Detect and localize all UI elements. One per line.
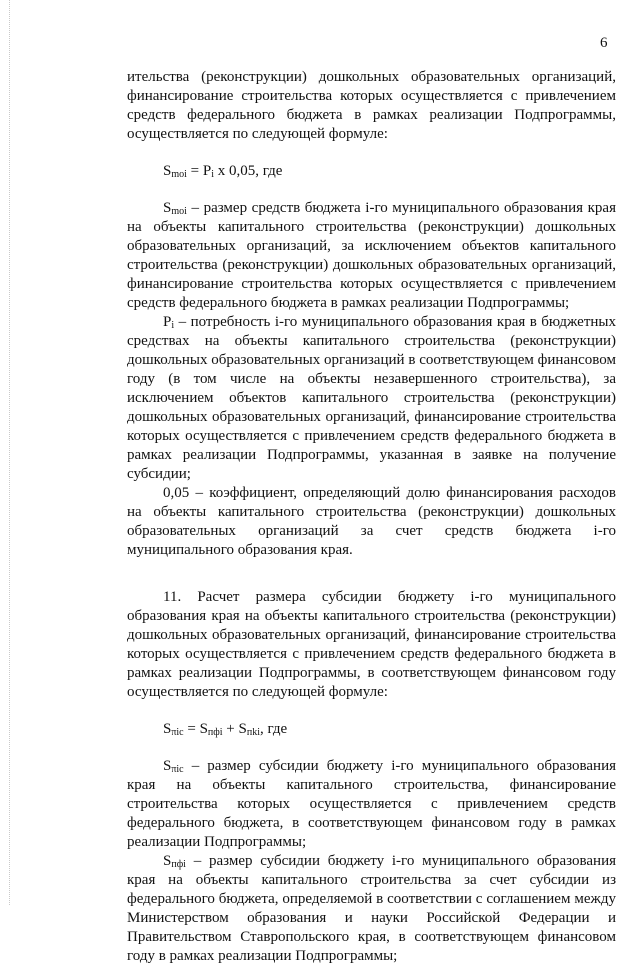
formula-smoi: $S_{moi} = P_i$ х 0,05, где <box>163 163 283 180</box>
definition-coefficient: 0,05 – коэффициент, определяющий долю финансирования расходов на объекты капитального строительства (реконструкции) дошкольных образовательных организаций за счет средств бюджета i-го муниципального образования края. <box>127 485 616 558</box>
section-11: 11. Расчет размера субсидии бюджету i-го муниципального образования края на объекты капитального строительства (реконструкции) дошкольных образовательных организаций, финансирование строительства которых осуществляется с привлечением средств федерального бюджета в рамках реализации Подпрограммы, в соответствующем финансовом году осуществляется по следующей формуле: <box>127 589 616 700</box>
definition-smoi: $S_{moi}$ – размер средств бюджета i-го муниципального образования края на объекты капитального строительства (реконструкции) дошкольных образовательных организаций, за исключением объектов капитального строительства (реконструкции) дошкольных образовательных организаций, финансирование строительства которых осуществляется с привлечением средств федерального бюджета в рамках реализации Подпрограммы; <box>127 200 616 311</box>
page-number: 6 <box>600 35 608 51</box>
document-body <box>127 68 616 966</box>
formula-spic: $S_{\pi ic} = S_{пфi} + S_{пki}$, где <box>163 721 288 738</box>
scan-edge-line <box>9 0 10 905</box>
definition-spfi: $S_{пфi}$ – размер субсидии бюджету i-го муниципального образования края на объекты капитального строительства за счет субсидии из федерального бюджета, определяемой в соответствии с соглашением между Министерством образования и науки Российской Федерации и Правительством Ставропольского края, в соответствующем финансовом году в рамках реализации Подпрограммы; <box>127 853 616 964</box>
definition-spic: $S_{\pi ic}$ – размер субсидии бюджету i-го муниципального образования края на объекты капитального строительства, финансирование строительства которых осуществляется с привлечением средств федерального бюджета, в соответствующем финансовом году в рамках реализации Подпрограммы; <box>127 758 616 850</box>
paragraph-continuation: ительства (реконструкции) дошкольных образовательных организаций, финансирование строительства которых осуществляется с привлечением средств федерального бюджета в рамках реализации Подпрограммы, осуществляется по следующей формуле: <box>127 69 616 142</box>
definition-pi: $P_i$ – потребность i-го муниципального образования края в бюджетных средствах на объекты капитального строительства (реконструкции) дошкольных образовательных организаций в соответствующем финансовом году (в том числе на объекты незавершенного строительства), за исключением объектов капитального строительства (реконструкции) дошкольных образовательных организаций, финансирование строительства которых осуществляется с привлечением средств федерального бюджета в рамках реализации Подпрограммы, указанная в заявке на получение субсидии; <box>127 314 616 482</box>
